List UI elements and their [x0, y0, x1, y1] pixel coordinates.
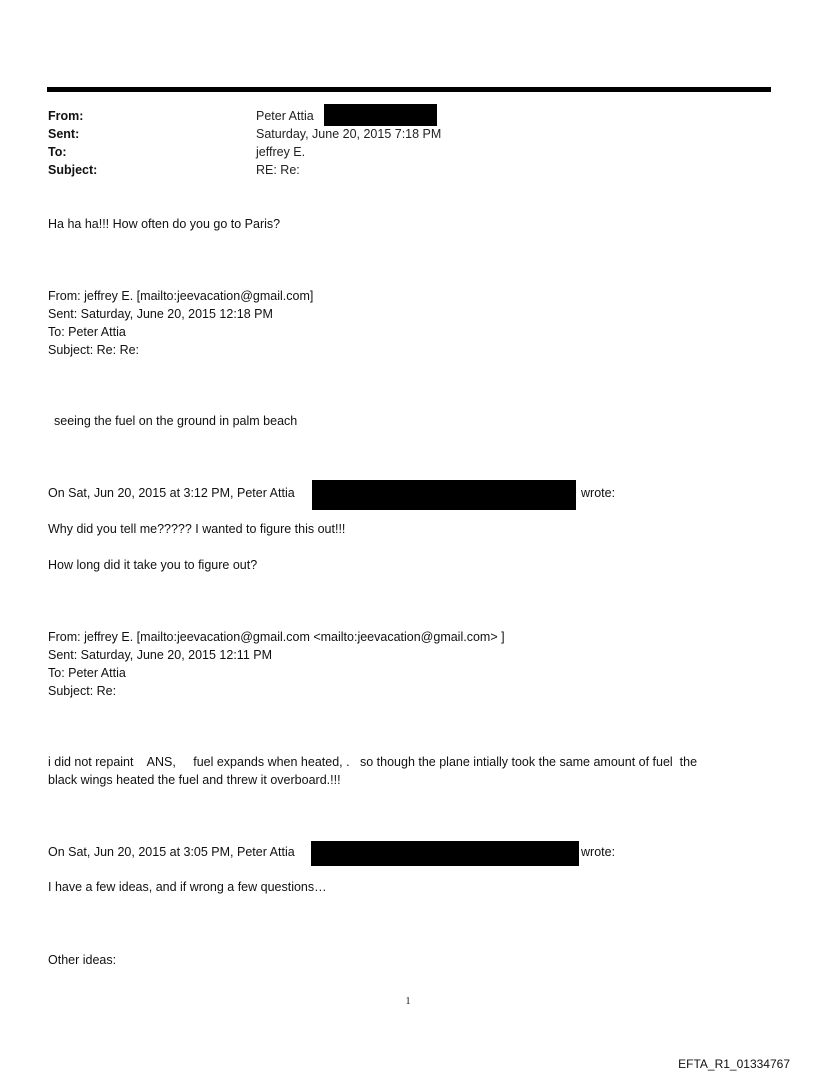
redaction-box — [311, 841, 579, 866]
sent-label: Sent: — [48, 127, 80, 141]
to-value: jeffrey E. — [256, 145, 306, 159]
sent-value: Saturday, June 20, 2015 7:18 PM — [256, 127, 442, 141]
to-label: To: — [48, 145, 67, 159]
quoted3-body-line2: black wings heated the fuel and threw it overboard.!!! — [48, 773, 341, 787]
quoted2-on-line: On Sat, Jun 20, 2015 at 3:12 PM, Peter Attia — [48, 486, 295, 500]
quoted2-wrote: wrote: — [581, 486, 616, 500]
quoted3-sent: Sent: Saturday, June 20, 2015 12:11 PM — [48, 648, 272, 662]
quoted4-line2: Other ideas: — [48, 953, 117, 967]
document-id: EFTA_R1_01334767 — [678, 1057, 790, 1071]
quoted2-line1: Why did you tell me????? I wanted to figure this out!!! — [48, 522, 346, 536]
from-label: From: — [48, 109, 84, 123]
redaction-box — [312, 480, 576, 510]
redaction-box — [324, 104, 437, 126]
reply-text: Ha ha ha!!! How often do you go to Paris? — [48, 217, 281, 231]
quoted1-sent: Sent: Saturday, June 20, 2015 12:18 PM — [48, 307, 273, 321]
header-rule — [47, 87, 771, 92]
quoted1-subject: Subject: Re: Re: — [48, 343, 140, 357]
quoted4-on-line: On Sat, Jun 20, 2015 at 3:05 PM, Peter Attia — [48, 845, 295, 859]
quoted3-subject: Subject: Re: — [48, 684, 117, 698]
subject-value: RE: Re: — [256, 163, 300, 177]
quoted1-to: To: Peter Attia — [48, 325, 126, 339]
quoted2-line2: How long did it take you to figure out? — [48, 558, 258, 572]
page-number: 1 — [405, 996, 411, 1007]
quoted4-wrote: wrote: — [581, 845, 616, 859]
quoted3-body-line1: i did not repaint ANS, fuel expands when heated, . so though the plane intially took the same amount of fuel the — [48, 755, 698, 769]
from-value: Peter Attia — [256, 109, 314, 123]
quoted1-from: From: jeffrey E. [mailto:jeevacation@gmail.com] — [48, 289, 314, 303]
subject-label: Subject: — [48, 163, 98, 177]
quoted3-to: To: Peter Attia — [48, 666, 126, 680]
quoted1-body: seeing the fuel on the ground in palm beach — [54, 414, 298, 428]
quoted3-from: From: jeffrey E. [mailto:jeevacation@gmail.com <mailto:jeevacation@gmail.com> ] — [48, 630, 505, 644]
quoted4-line1: I have a few ideas, and if wrong a few questions… — [48, 880, 327, 894]
